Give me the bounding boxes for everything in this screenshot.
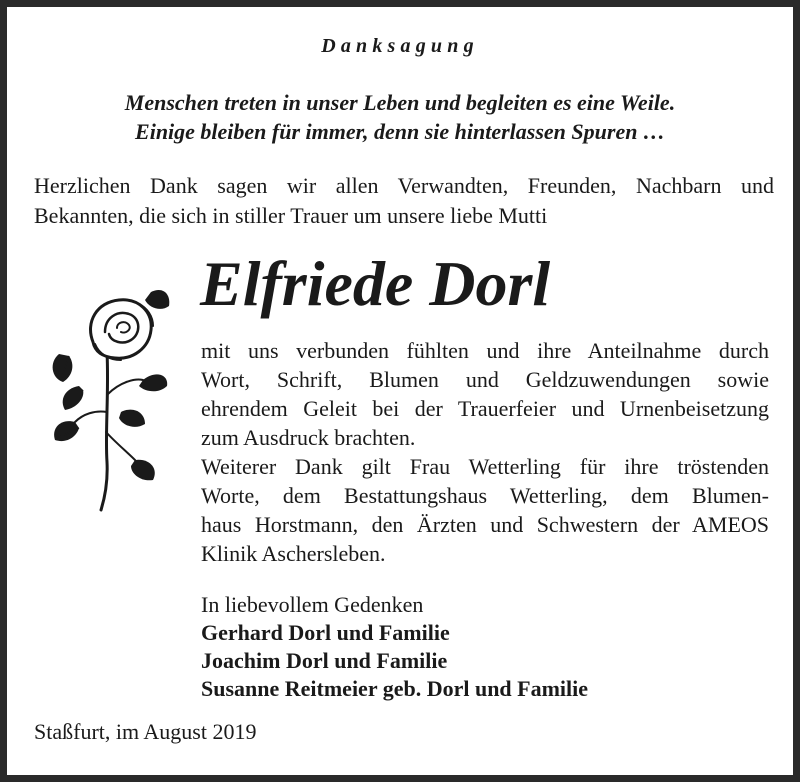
body-line-1: mit uns verbunden fühlten und ihre Anteilnahme durch [201,338,769,363]
body-line-3: ehrendem Geleit bei der Trauerfeier und Urnenbeisetzung [201,396,769,421]
body-line-4: zum Ausdruck brachten. [201,425,416,450]
signatory-3: Susanne Reitmeier geb. Dorl und Familie [201,676,589,701]
signatory-2: Joachim Dorl und Familie [201,648,448,673]
notice-card [7,7,793,775]
body-line-8: Klinik Aschersleben. [201,541,386,566]
notice-heading: Danksagung [321,35,479,57]
closing-line: In liebevollem Gedenken [201,592,424,617]
place-date: Staßfurt, im August 2019 [34,719,257,744]
intro-line-1: Herzlichen Dank sagen wir allen Verwandten, Freunden, Nachbarn und [34,173,774,198]
motto-line-1: Menschen treten in unser Leben und begleiten es eine Weile. [124,90,676,115]
signatory-1: Gerhard Dorl und Familie [201,620,450,645]
rose-icon [35,282,173,512]
body-line-7: haus Horstmann, den Ärzten und Schwestern der AMEOS [201,512,769,537]
body-line-6: Worte, dem Bestattungshaus Wetterling, dem Blumen- [201,483,769,508]
body-line-5: Weiterer Dank gilt Frau Wetterling für ihre tröstenden [201,454,769,479]
motto-line-2: Einige bleiben für immer, denn sie hinterlassen Spuren … [135,119,665,144]
intro-line-2: Bekannten, die sich in stiller Trauer um unsere liebe Mutti [34,203,548,228]
body-line-2: Wort, Schrift, Blumen und Geldzuwendungen sowie [201,367,769,392]
deceased-name: Elfriede Dorl [200,248,551,319]
